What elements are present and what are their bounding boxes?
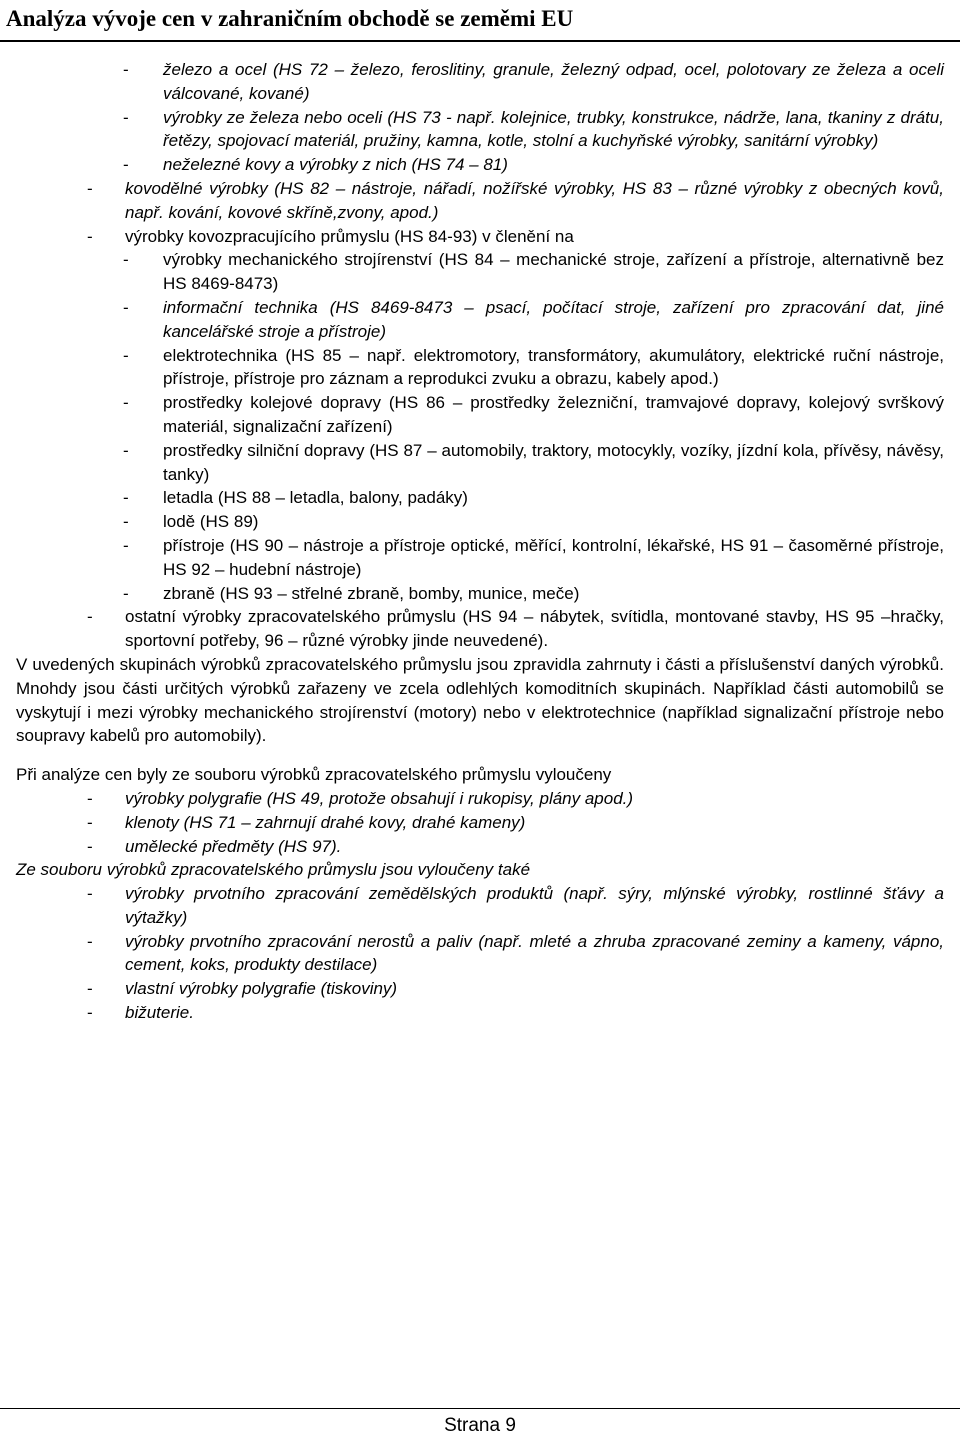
bullet-dash: - — [123, 60, 129, 79]
list-item-text: vlastní výrobky polygrafie (tiskoviny) — [125, 979, 398, 999]
list-item — [16, 225, 944, 249]
bullet-dash: - — [123, 440, 129, 460]
list-item-text: kovodělné výrobky (HS 82 – nástroje, nářadí, nožířské výrobky, HS 83 – různé výrobky z obecných kovů, např. kování, kovové skříně,zvony, apod.) — [125, 178, 944, 222]
list-item-text: výrobky prvotního zpracování nerostů a paliv (např. mleté a zhruba zpracované zeminy a kameny, vápno, cement, koks, produkty destilace) — [125, 931, 944, 975]
list-item-text: prostředky kolejové dopravy (HS 86 – prostředky železniční, tramvajové dopravy, kolejový svrškový materiál, signalizační zařízení) — [163, 393, 944, 436]
list-item-text: lodě (HS 89) — [163, 512, 259, 532]
page-header — [0, 0, 960, 42]
list-item-text: výrobky prvotního zpracování zemědělských produktů (např. sýry, mlýnské výrobky, rostlinné šťávy a výtažky) — [125, 884, 944, 927]
list-item-text: klenoty (HS 71 – zahrnují drahé kovy, drahé kameny) — [125, 812, 526, 832]
page-content — [16, 58, 944, 1025]
paragraph-excluded-intro: Při analýze cen byly ze souboru výrobků zpracovatelského průmyslu vyloučeny — [16, 765, 612, 785]
list-item — [16, 787, 944, 811]
bullet-dash: - — [123, 107, 129, 127]
bullet-dash: - — [87, 812, 93, 832]
list-item-text: informační technika (HS 8469-8473 – psací, počítací stroje, zařízení pro zpracování dat, jiné kancelářské stroje a přístroje) — [163, 297, 944, 341]
list-item — [16, 439, 944, 487]
bullet-dash: - — [87, 931, 93, 951]
bullet-dash: - — [87, 178, 93, 198]
bullet-dash: - — [123, 535, 129, 555]
bullet-dash: - — [123, 250, 129, 270]
list-item — [16, 58, 944, 106]
bullet-dash: - — [123, 583, 129, 603]
list-item — [16, 930, 944, 978]
bullet-dash: - — [87, 884, 93, 904]
list-item-text: výrobky ze železa nebo oceli (HS 73 - např. kolejnice, trubky, konstrukce, nádrže, lana, tkaniny z drátu, řetězy, spojovací materiál, pružiny, kamna, kotle, stolní a kuchyňské výrobky, sanitární výrobky) — [163, 107, 944, 151]
list-item-text: výrobky mechanického strojírenství (HS 84 – mechanické stroje, zařízení a přístroje, alternativně bez HS 8469-8473) — [163, 250, 944, 294]
list-item — [16, 248, 944, 296]
list-item-text: výrobky kovozpracujícího průmyslu (HS 84-93) v členění na — [125, 226, 574, 246]
page-footer — [0, 1408, 960, 1436]
list-item-text: letadla (HS 88 – letadla, balony, padáky) — [163, 488, 468, 508]
bullet-dash: - — [87, 788, 93, 808]
list-item — [16, 177, 944, 225]
list-item — [16, 510, 944, 534]
list-item — [16, 534, 944, 582]
bullet-dash: - — [123, 155, 129, 175]
header-title: Analýza vývoje cen v zahraničním obchodě se zeměmi EU — [6, 6, 574, 31]
list-item-text: ostatní výrobky zpracovatelského průmyslu (HS 94 – nábytek, svítidla, montované stavby, HS 95 –hračky, sportovní potřeby, 96 – různé výrobky jinde neuvedené). — [125, 607, 944, 651]
bullet-dash: - — [123, 345, 129, 365]
list-item-text: přístroje (HS 90 – nástroje a přístroje optické, měřící, kontrolní, lékařské, HS 91 – časoměrné přístroje, HS 92 – hudební nástroje) — [163, 535, 944, 579]
list-item — [16, 486, 944, 510]
list-item — [16, 977, 944, 1001]
bullet-dash: - — [87, 607, 93, 627]
list-item — [16, 882, 944, 930]
list-item-text: zbraně (HS 93 – střelné zbraně, bomby, munice, meče) — [163, 583, 580, 603]
page-number: Strana 9 — [444, 1415, 516, 1436]
list-item — [16, 344, 944, 392]
list-item-text: neželezné kovy a výrobky z nich (HS 74 – 81) — [163, 155, 508, 175]
list-item — [16, 582, 944, 606]
bullet-dash: - — [123, 512, 129, 532]
list-item — [16, 296, 944, 344]
list-item — [16, 153, 944, 177]
list-item-text: bižuterie. — [125, 1003, 194, 1023]
list-item-text: výrobky polygrafie (HS 49, protože obsahují i rukopisy, plány apod.) — [125, 788, 634, 808]
bullet-dash: - — [123, 488, 129, 508]
list-item — [16, 811, 944, 835]
bullet-dash: - — [87, 979, 93, 999]
bullet-dash: - — [87, 226, 93, 246]
list-item — [16, 835, 944, 859]
list-item — [16, 391, 944, 439]
list-item — [16, 1001, 944, 1025]
bullet-dash: - — [123, 393, 129, 413]
bullet-dash: - — [123, 297, 129, 317]
list-item — [16, 106, 944, 154]
bullet-dash: - — [87, 836, 93, 856]
list-item-text: prostředky silniční dopravy (HS 87 – automobily, traktory, motocykly, vozíky, jízdní kola, přívěsy, návěsy, tanky) — [163, 440, 944, 484]
paragraph-excluded-also: Ze souboru výrobků zpracovatelského průmyslu jsou vyloučeny také — [16, 860, 531, 880]
paragraph-parts: V uvedených skupinách výrobků zpracovatelského průmyslu jsou zpravidla zahrnuty i části a příslušenství daných výrobků. Mnohdy jsou části určitých výrobků zařazeny ve zcela odlehlých komoditních skupinách. Například části automobilů se vyskytují i mezi výrobky mechanického strojírenství (motory) nebo v elektrotechnice (například signalizační přístroje nebo soupravy kabelů pro automobily). — [16, 654, 944, 746]
bullet-dash: - — [87, 1003, 93, 1023]
list-item-text: elektrotechnika (HS 85 – např. elektromotory, transformátory, akumulátory, elektrické ruční nástroje, přístroje, přístroje pro záznam a reprodukci zvuku a obrazu, kabely apod.) — [163, 345, 944, 389]
list-item-text: umělecké předměty (HS 97). — [125, 836, 342, 856]
list-item — [16, 605, 944, 653]
list-item-text: železo a ocel (HS 72 – železo, feroslitiny, granule, železný odpad, ocel, polotovary ze železa a oceli válcované, kované) — [163, 60, 944, 103]
